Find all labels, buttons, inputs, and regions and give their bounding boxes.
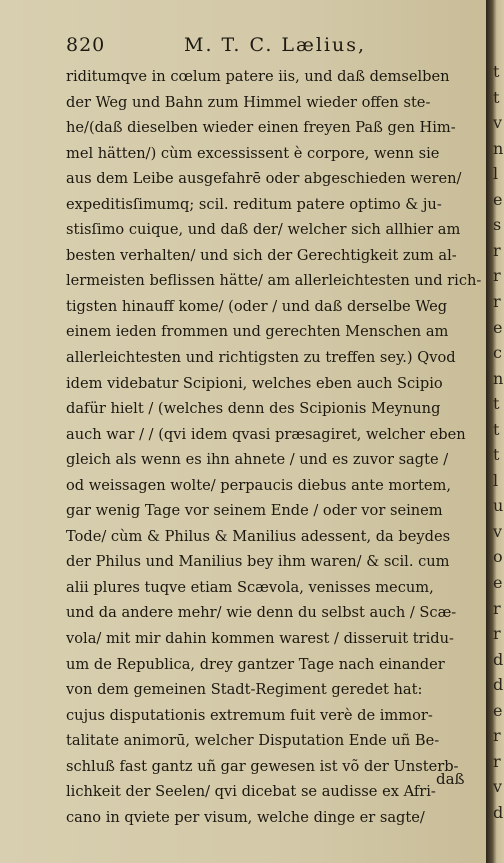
facing-page-letter: c [493,343,502,363]
facing-page-letter: e [493,573,503,592]
body-text [66,64,482,830]
text-line: gar wenig Tage vor seinem Ende / oder vor seinem [66,502,443,520]
facing-page-letter: r [493,240,501,260]
facing-page-letter: t [493,62,500,81]
facing-page-letter: d [493,802,504,822]
text-line: aus dem Leibe ausgefahrē oder abgeschieden weren/ [66,170,462,188]
text-line: cano in qviete per visum, welche dinge er sagte/ [66,808,425,826]
facing-page-letter: d [493,649,504,669]
text-line: von dem gemeinen Stadt-Regiment geredet hat: [66,681,423,699]
text-line: talitate animorū, welcher Disputation Ende uñ Be- [66,732,440,750]
text-line: der Weg und Bahn zum Himmel wieder offen ste- [66,93,431,111]
text-line: einem ieden frommen und gerechten Menschen am [66,323,449,341]
facing-page-letter: e [493,189,503,209]
facing-page-letter: r [493,291,501,311]
facing-page-letter: r [493,266,501,286]
text-line: allerleichtesten und richtigsten zu treffen sey.) Qvod [66,349,456,367]
facing-page-letter: e [493,317,503,337]
text-line: od weissagen wolte/ perpaucis diebus ante mortem, [66,476,451,494]
facing-page-letter: d [493,675,504,695]
page-header [66,34,466,60]
facing-page-letter: v [493,113,503,133]
facing-page-letter: o [493,547,503,567]
text-line: dafür hielt / (welches denn des Scipionis Meynung [66,400,441,418]
catchword: daß [436,770,465,788]
text-line: cujus disputationis extremum fuit verè de immor- [66,706,433,724]
facing-page-letter: u [493,496,504,516]
text-line: gleich als wenn es ihn ahnete / und es zuvor sagte / [66,451,449,469]
facing-page-letter: r [493,598,501,618]
text-line: alii plures tuqve etiam Scævola, venisses mecum, [66,578,434,596]
text-line: expeditisſimumq; scil. reditum patere optimo & ju- [66,195,442,213]
facing-page-letter: t [493,394,500,414]
running-title: M. T. C. Lælius, [184,34,367,56]
facing-page-letter: t [493,419,500,439]
facing-page-letter: n [493,368,504,388]
facing-page-letter: v [493,777,503,797]
facing-page-letter: r [493,751,501,771]
facing-page-letter: l [493,470,499,490]
facing-page-letter: r [493,624,501,644]
text-line: und da andere mehr/ wie denn du selbst auch / Scæ- [66,604,457,622]
text-line: Tode/ cùm & Philus & Manilius adessent, da beydes [66,527,451,545]
facing-page-letter: t [493,87,500,107]
facing-page-letter: l [493,164,499,184]
text-line: lichkeit der Seelen/ qvi dicebat se audisse ex Afri- [66,783,436,801]
facing-page-letter: n [493,138,504,158]
text-line: vola/ mit mir dahin kommen warest / disseruit tridu- [66,630,454,648]
text-line: der Philus und Manilius bey ihm waren/ & scil. cum [66,553,450,571]
text-line: um de Republica, drey gantzer Tage nach einander [66,655,445,673]
facing-page-letter: t [493,445,500,465]
text-line: tigsten hinauff kome/ (oder / und daß derselbe Weg [66,297,448,315]
text-line: besten verhalten/ und sich der Gerechtigkeit zum al- [66,246,457,264]
text-line: lermeisten beflissen hätte/ am allerleichtesten und rich- [66,272,482,290]
facing-page-letter: e [493,700,503,720]
text-line: schluß fast gantz uñ gar gewesen ist võ der Unsterb- [66,757,459,775]
text-line: idem videbatur Scipioni, welches eben auch Scipio [66,374,443,392]
text-line: stisſimo cuique, und daß der/ welcher sich allhier am [66,221,461,239]
facing-page-letter: r [493,726,501,746]
text-line: mel hätten/) cùm excessissent è corpore, wenn sie [66,144,440,162]
facing-page-letter: s [493,215,502,235]
page-number: 820 [66,34,106,56]
text-line: riditumqve in cœlum patere iis, und daß demselben [66,68,450,85]
text-line: he/(daß dieselben wieder einen freyen Paß gen Him- [66,119,456,137]
facing-page-letter: v [493,521,503,541]
text-line: auch war / / (qvi idem qvasi præsagiret, welcher eben [66,425,466,443]
